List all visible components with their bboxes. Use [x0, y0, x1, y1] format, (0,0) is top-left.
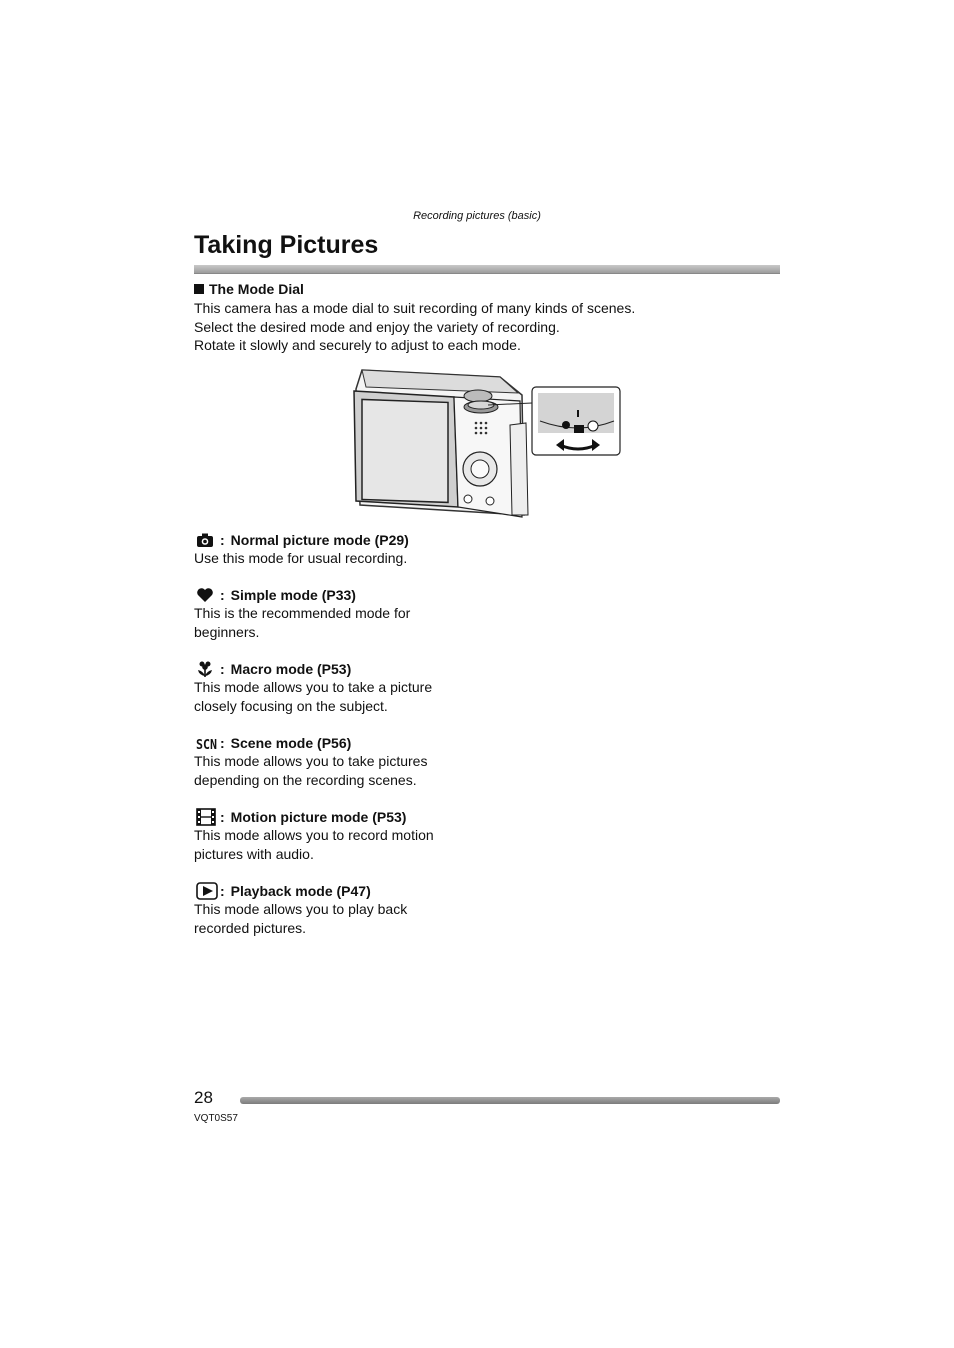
playback-icon — [194, 882, 218, 900]
mode-title: Motion picture mode (P53) — [230, 808, 407, 825]
mode-desc-line: pictures with audio. — [194, 845, 314, 862]
mode-desc-line: Use this mode for usual recording. — [194, 550, 408, 566]
section-heading-text: The Mode Dial — [209, 281, 304, 297]
scn-icon — [194, 734, 218, 752]
macro-flower-icon — [194, 660, 218, 678]
mode-item-normal: : Normal picture mode (P29) Use this mode for usual recording. — [194, 531, 494, 568]
mode-desc-line: recorded pictures. — [194, 919, 307, 936]
mode-desc-line: depending on the recording scenes. — [194, 771, 417, 788]
film-icon — [194, 808, 218, 826]
section-heading — [194, 281, 304, 297]
mode-desc-line: This mode allows you to play back — [194, 901, 408, 917]
mode-title: Scene mode (P56) — [230, 734, 352, 751]
camera-icon — [194, 531, 218, 549]
mode-title: Playback mode (P47) — [230, 882, 371, 899]
mode-desc-line: This mode allows you to take pictures — [194, 753, 428, 769]
mode-desc-line: This mode allows you to record motion — [194, 827, 434, 843]
mode-item-scene: SCN : Scene mode (P56) This mode allows you to take pictures depending on the recording scenes. — [194, 734, 494, 789]
running-header: Recording pictures (basic) — [413, 210, 541, 222]
mode-desc-line: This mode allows you to take a picture — [194, 679, 433, 695]
mode-item-motion: : Motion picture mode (P53) This mode allows you to record motion pictures with audio. — [194, 808, 494, 863]
mode-title: Normal picture mode (P29) — [230, 531, 409, 548]
doc-code: VQT0S57 — [194, 1113, 238, 1124]
page-number: 28 — [194, 1088, 213, 1107]
svg-text:SCN: SCN — [196, 738, 218, 752]
camera-illustration — [350, 365, 625, 525]
intro-line: Rotate it slowly and securely to adjust to each mode. — [194, 337, 521, 353]
page-title: Taking Pictures — [194, 231, 379, 259]
footer-rule — [240, 1097, 780, 1104]
intro-line: This camera has a mode dial to suit recording of many kinds of scenes. — [194, 300, 636, 316]
mode-title: Simple mode (P33) — [230, 586, 356, 603]
title-rule — [194, 265, 780, 274]
mode-desc-line: This is the recommended mode for — [194, 605, 411, 621]
intro-line: Select the desired mode and enjoy the variety of recording. — [194, 318, 560, 335]
heart-icon — [194, 586, 218, 604]
mode-desc-line: closely focusing on the subject. — [194, 697, 388, 714]
mode-title: Macro mode (P53) — [230, 660, 352, 677]
mode-item-playback: : Playback mode (P47) This mode allows you to play back recorded pictures. — [194, 882, 494, 937]
mode-item-simple: : Simple mode (P33) This is the recommended mode for beginners. — [194, 586, 494, 641]
mode-desc-line: beginners. — [194, 623, 260, 640]
mode-item-macro: : Macro mode (P53) This mode allows you to take a picture closely focusing on the subject. — [194, 660, 494, 715]
intro-text — [194, 299, 635, 355]
square-bullet-icon — [194, 284, 204, 294]
